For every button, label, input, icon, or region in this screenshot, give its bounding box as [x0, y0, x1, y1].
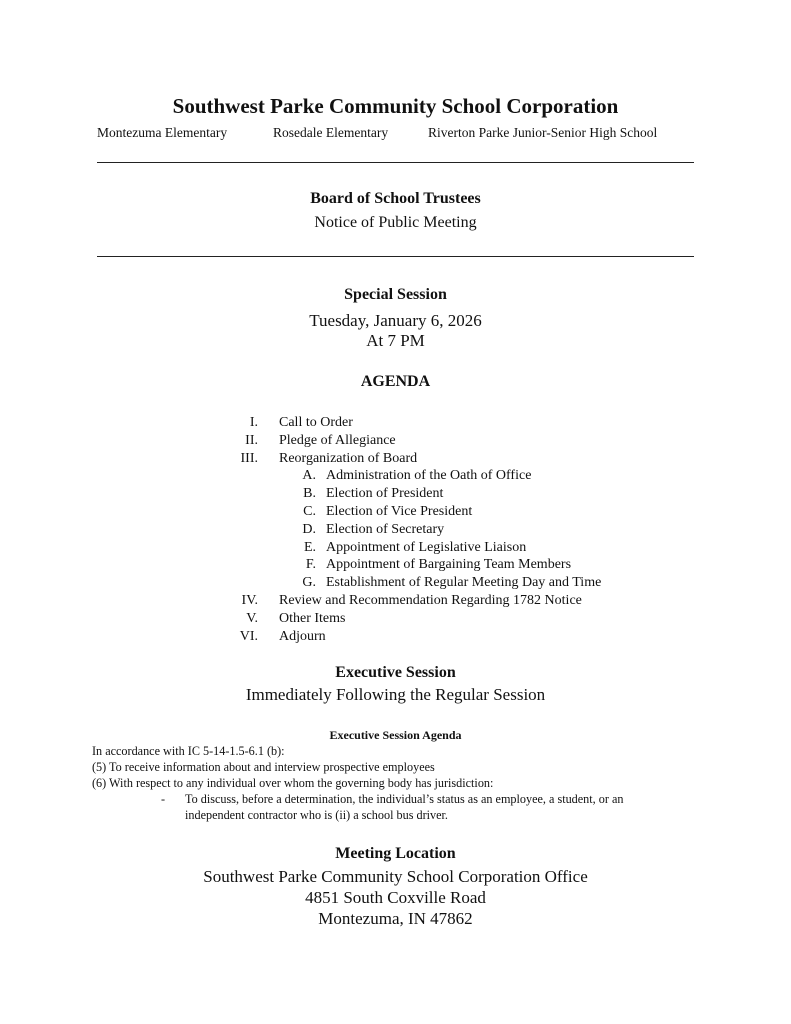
divider-top — [97, 162, 694, 163]
executive-line: In accordance with IC 5-14-1.5-6.1 (b): — [92, 744, 285, 758]
agenda-item-text: Call to Order — [279, 415, 353, 430]
location-line-3: Montezuma, IN 47862 — [318, 909, 473, 928]
executive-bullet — [92, 791, 732, 807]
agenda-subitem-text: Establishment of Regular Meeting Day and Time — [326, 575, 602, 591]
agenda-subitem — [0, 574, 791, 592]
executive-agenda-text — [92, 743, 732, 823]
agenda-item-text: Adjourn — [279, 628, 326, 644]
agenda-item-number: IV. — [241, 592, 258, 608]
agenda-item-text: Other Items — [279, 610, 346, 626]
agenda-item-number: I. — [249, 415, 258, 430]
agenda-subitem-letter: B. — [303, 486, 316, 502]
agenda-subitem-text: Administration of the Oath of Office — [326, 468, 532, 484]
agenda-subitem-text: Election of Secretary — [326, 521, 445, 537]
executive-session-title: Executive Session — [335, 664, 456, 681]
agenda-item — [0, 432, 791, 450]
agenda-subitem — [0, 467, 791, 485]
executive-bullet-continued — [92, 807, 732, 823]
session-time: At 7 PM — [366, 331, 425, 350]
board-title: Board of School Trustees — [310, 190, 481, 207]
agenda-subitem — [0, 485, 791, 503]
agenda-subitem — [0, 521, 791, 539]
agenda-subitem-text: Election of Vice President — [326, 503, 473, 519]
location-line-1: Southwest Parke Community School Corporation Office — [203, 867, 588, 886]
location-line-2: 4851 South Coxville Road — [305, 888, 486, 907]
agenda-item — [0, 414, 791, 432]
bullet-dash: - — [161, 792, 166, 806]
agenda-item-text: Review and Recommendation Regarding 1782 Notice — [279, 592, 582, 608]
agenda-subitem-text: Appointment of Bargaining Team Members — [326, 557, 572, 573]
school-rosedale: Rosedale Elementary — [273, 125, 389, 140]
agenda-item — [0, 610, 791, 628]
agenda-subitem — [0, 503, 791, 521]
district-title: Southwest Parke Community School Corporation — [172, 94, 619, 118]
agenda-subitem-letter: F. — [305, 557, 316, 573]
agenda-subitem-letter: G. — [302, 575, 316, 591]
session-date: Tuesday, January 6, 2026 — [309, 311, 482, 330]
executive-agenda-title: Executive Session Agenda — [329, 728, 462, 742]
agenda-item-text: Pledge of Allegiance — [279, 432, 396, 448]
agenda-subitem-text: Appointment of Legislative Liaison — [326, 539, 527, 555]
agenda-item-number: II. — [245, 432, 258, 448]
agenda-subitem — [0, 539, 791, 557]
executive-line: (6) With respect to any individual over whom the governing body has jurisdiction: — [92, 776, 494, 790]
session-title: Special Session — [344, 286, 447, 303]
agenda-subitem-text: Election of President — [326, 486, 444, 502]
bullet-text-line1: To discuss, before a determination, the individual’s status as an employee, a student, or an — [185, 792, 624, 806]
agenda-subitem-letter: C. — [303, 503, 316, 519]
executive-session-subtitle: Immediately Following the Regular Session — [245, 685, 546, 704]
agenda-item — [0, 450, 791, 468]
school-montezuma: Montezuma Elementary — [97, 125, 228, 140]
agenda-item — [0, 628, 791, 646]
agenda-title: AGENDA — [360, 373, 431, 390]
agenda-list — [0, 414, 791, 645]
divider-bottom — [97, 256, 694, 257]
agenda-subitem-letter: D. — [302, 521, 316, 537]
agenda-item-number: V. — [246, 610, 258, 626]
agenda-item-number: VI. — [239, 628, 258, 644]
executive-line: (5) To receive information about and interview prospective employees — [92, 760, 435, 774]
agenda-item-text: Reorganization of Board — [279, 450, 418, 466]
agenda-item-number: III. — [240, 450, 258, 466]
agenda-subitem-letter: E. — [303, 539, 316, 555]
bullet-text-line2: independent contractor who is (ii) a school bus driver. — [185, 808, 448, 822]
agenda-subitem-letter: A. — [302, 468, 316, 484]
location-title: Meeting Location — [335, 845, 456, 862]
agenda-subitem — [0, 556, 791, 574]
agenda-item — [0, 592, 791, 610]
notice-subtitle: Notice of Public Meeting — [314, 214, 477, 231]
school-riverton: Riverton Parke Junior-Senior High School — [428, 125, 658, 140]
